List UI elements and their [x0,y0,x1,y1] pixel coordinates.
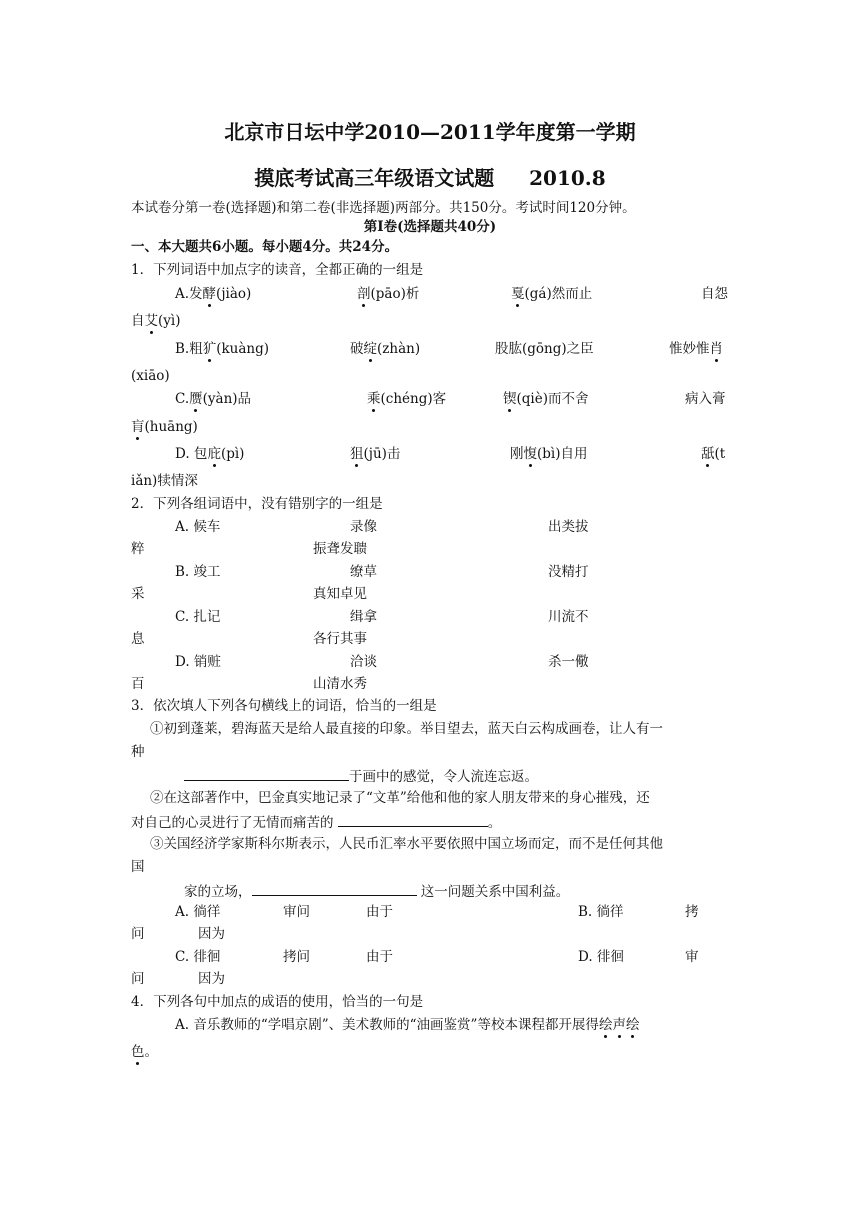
q1-b-5: (xiāo) [131,368,170,384]
q3-option-d-4: 因为 [198,971,225,987]
q2-d-3: 杀一儆 [548,654,589,670]
q2-c-4: 息 [131,631,145,647]
q2-a-2: 录像 [350,519,377,535]
q1-a-3: 戛(gá)然而止 [511,286,593,302]
q3-sentence2-end: 对自己的心灵进行了无情而痛苦的 。 [131,812,501,832]
q1-c-5: 肓(huāng) [131,419,198,435]
q3-option-c-2: 拷问 [283,949,310,965]
q3-option-d-1: D. 徘徊 [578,949,624,965]
q3-blank-2 [338,812,488,827]
section1-heading: 一、本大题共6小题。每小题4分。共24分。 [131,239,399,255]
q1-b-2: 破绽(zhàn) [350,341,421,357]
q3-option-d-2: 审 [685,949,699,965]
q2-a-1: A. 候车 [175,519,221,535]
q4-option-a-end: 色。 [131,1044,158,1060]
q3-option-a-3: 由于 [366,904,393,920]
q4-option-a: A. 音乐教师的“学唱京剧”、美术教师的“油画鉴赏”等校本课程都开展得绘声绘 [175,1017,640,1033]
q2-b-2: 缭草 [350,564,377,580]
q4-stem: 4．下列各句中加点的成语的使用，恰当的一句是 [131,994,424,1010]
q2-c-5: 各行其事 [313,631,367,647]
q3-option-a-1: A. 徜徉 [175,904,221,920]
q2-b-5: 真知卓见 [313,586,367,602]
q2-c-3: 川流不 [548,609,589,625]
q2-a-5: 振聋发聩 [313,541,367,557]
q2-a-4: 粹 [131,541,145,557]
q3-blank-3 [252,881,417,896]
q3-sentence1: ①初到蓬莱，碧海蓝天是给人最直接的印象。举目望去，蓝天白云构成画卷，让人有一 [150,721,663,737]
q2-stem: 2．下列各组词语中，没有错别字的一组是 [131,496,383,512]
q2-d-5: 山清水秀 [313,676,367,692]
q3-option-c-1: C. 徘徊 [175,949,221,965]
q3-option-c-3: 由于 [366,949,393,965]
q1-d-4: 舐(t [701,446,726,462]
exam-subtitle: 摸底考试高三年级语文试题 2010.8 [254,166,606,190]
q2-c-2: 缉拿 [350,609,377,625]
q3-sentence3-end: 家的立场， 这一问题关系中国利益。 [184,881,569,901]
q1-a-2: 剖(pāo)析 [357,286,420,302]
intro-text: 本试卷分第一卷(选择题)和第二卷(非选择题)两部分。共150分。考试时间120分钟。 [131,200,636,216]
q3-sentence2: ②在这部著作中，巴金真实地记录了“文革”给他和他的家人朋友带来的身心摧残，还 [150,790,650,806]
q3-option-d-3: 问 [131,971,145,987]
q2-c-1: C. 扎记 [175,609,221,625]
q1-c-2: 乘(chéng)客 [367,391,447,407]
q2-b-3: 没精打 [548,564,589,580]
q1-d-5: iǎn)犊情深 [131,473,198,489]
q2-b-1: B. 竣工 [175,564,221,580]
q1-a-1: A.发酵(jiào) [175,286,252,302]
q3-option-a-2: 审问 [283,904,310,920]
part1-heading: 第Ⅰ卷(选择题共40分) [363,219,497,235]
q2-b-4: 采 [131,586,145,602]
q1-c-3: 锲(qiè)而不舍 [503,391,589,407]
q3-option-b-4: 因为 [198,926,225,942]
q1-b-1: B.粗犷(kuàng) [175,341,270,357]
q3-sentence3-cont: 国 [131,859,145,875]
q3-option-b-1: B. 徜徉 [578,904,624,920]
exam-title: 北京市日坛中学2010—2011学年度第一学期 [224,120,636,144]
q3-option-b-2: 拷 [685,904,699,920]
q2-d-1: D. 销赃 [175,654,221,670]
q1-a-4: 自怨 [701,286,728,302]
q1-c-1: C.赝(yàn)品 [175,391,252,407]
q1-b-4: 惟妙惟肖 [669,341,723,357]
q1-stem: 1．下列词语中加点字的读音，全都正确的一组是 [131,262,424,278]
q3-stem: 3．依次填人下列各句横线上的词语，恰当的一组是 [131,698,437,714]
q2-d-4: 百 [131,676,145,692]
q1-d-3: 刚愎(bì)自用 [510,446,588,462]
q1-a-5: 自艾(yì) [131,313,181,329]
q3-sentence3: ③关国经济学家斯科尔斯表示，人民币汇率水平要依照中国立场而定，而不是任何其他 [150,836,663,852]
q3-blank-1 [184,766,349,781]
q3-sentence1-end: 于画中的感觉，令人流连忘返。 [184,766,538,786]
q2-a-3: 出类拔 [548,519,589,535]
q1-d-2: 狙(jū)击 [350,446,401,462]
q3-sentence1-cont: 种 [131,744,145,760]
q1-d-1: D. 包庇(pì) [175,446,245,462]
q1-b-3: 股肱(gōng)之臣 [495,341,594,357]
q3-option-b-3: 问 [131,926,145,942]
q2-d-2: 洽谈 [350,654,377,670]
q1-c-4: 病入膏 [685,391,726,407]
